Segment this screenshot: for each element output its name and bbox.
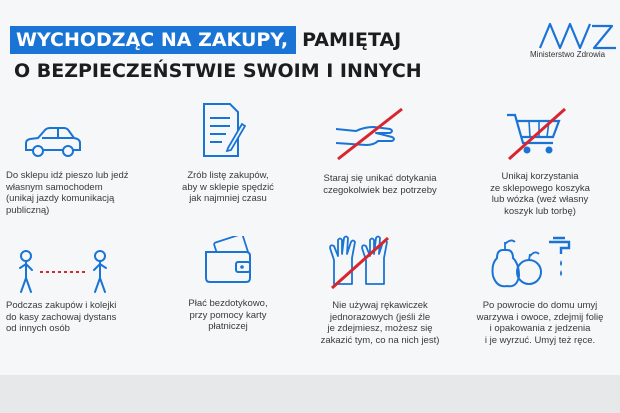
- no-gloves-icon: [326, 234, 392, 290]
- caption-line: Staraj się unikać dotykania: [323, 173, 437, 184]
- bottom-strip: [0, 375, 620, 413]
- no-touch-icon: [330, 105, 410, 163]
- caption-line: własnym samochodem: [6, 181, 103, 193]
- no-shopping-cart-icon: [503, 105, 569, 163]
- title-highlight: WYCHODZĄC NA ZAKUPY,: [10, 26, 296, 54]
- shopping-list-icon: [200, 102, 246, 158]
- tip-no-disposable-gloves: [300, 232, 460, 357]
- caption-line: przy pomocy karty: [189, 309, 267, 321]
- title-line-2: O BEZPIECZEŃSTWIE SWOIM I INNYCH: [14, 60, 422, 82]
- caption-line: od innych osób: [6, 323, 70, 334]
- tip-contactless-payment: [160, 232, 300, 342]
- tip-wash-produce: [465, 232, 620, 357]
- caption-line: jak najmniej czasu: [189, 193, 267, 204]
- tip-avoid-touching: [300, 105, 460, 205]
- caption-line: aby w sklepie spędzić: [182, 181, 274, 193]
- caption-line: ze sklepowego koszyka: [490, 182, 590, 194]
- contactless-payment-icon: [202, 236, 254, 284]
- caption-line: Do sklepu idź pieszo lub jedź: [6, 170, 129, 181]
- caption-line: Podczas zakupów i kolejki: [6, 300, 117, 311]
- caption-line: Po powrocie do domu umyj: [482, 300, 598, 311]
- distance-people-icon: [14, 248, 114, 296]
- caption-line: jednorazowych (jeśli źle: [329, 311, 431, 323]
- tip-walk-or-drive: [0, 118, 150, 228]
- caption-line: zakazić tym, co na nich jest): [320, 334, 440, 346]
- caption-line: koszyk lub torbę): [504, 205, 576, 217]
- car-icon: [22, 126, 84, 160]
- title-rest: PAMIĘTAJ: [302, 29, 402, 51]
- caption-line: Płać bezdotykowo,: [188, 298, 268, 309]
- caption-line: czegokolwiek bez potrzeby: [323, 184, 437, 196]
- ministry-name: Ministerstwo Zdrowia: [530, 50, 606, 59]
- tip-avoid-store-cart: [465, 105, 615, 225]
- caption-line: Unikaj korzystania: [501, 171, 579, 182]
- caption-line: warzywa i owoce, zdejmij folię: [476, 311, 604, 323]
- caption-line: do kasy zachowaj dystans: [6, 311, 117, 323]
- caption-line: Zrób listę zakupów,: [187, 170, 269, 181]
- caption-line: płatniczej: [208, 321, 248, 332]
- title-line-1: [10, 25, 401, 55]
- wash-produce-icon: [483, 232, 583, 294]
- caption-line: publiczną): [6, 204, 50, 216]
- caption-line: i je wyrzuć. Umyj też ręce.: [484, 334, 596, 346]
- caption-line: (unikaj jazdy komunikacją: [6, 193, 115, 204]
- tip-shopping-list: [160, 100, 300, 220]
- caption-line: je zdejmiesz, możesz się: [327, 323, 433, 334]
- tip-keep-distance: [0, 240, 150, 350]
- caption-line: i opakowania z jedzenia: [489, 323, 591, 334]
- caption-line: lub wózka (weź własny: [491, 194, 589, 205]
- caption-line: Nie używaj rękawiczek: [332, 300, 428, 311]
